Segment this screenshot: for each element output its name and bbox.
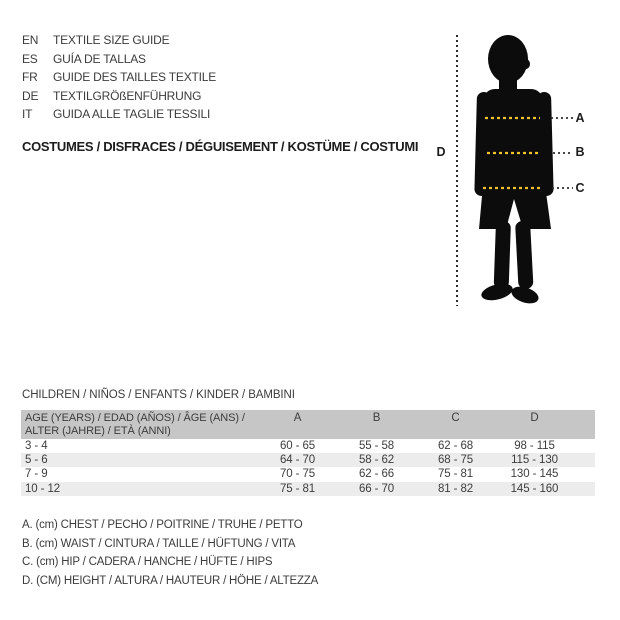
- height-cell: 98 - 115: [514, 440, 555, 453]
- legend-item-waist: B. (cm) WAIST / CINTURA / TAILLE / HÜFTUNG / VITA: [22, 537, 296, 550]
- chest-cell: 75 - 81: [279, 482, 316, 495]
- language-label: GUIDE DES TAILLES TEXTILE: [53, 70, 217, 84]
- hip-cell: 75 - 81: [437, 468, 474, 481]
- category-title: COSTUMES / DISFRACES / DÉGUISEMENT / KOSTÜME / COSTUMI: [22, 139, 419, 154]
- size-table: [21, 410, 595, 496]
- waist-cell: 55 - 58: [358, 440, 395, 453]
- waist-cell: 66 - 70: [358, 482, 395, 495]
- hip-cell: 62 - 68: [437, 440, 474, 453]
- height-cell: 115 - 130: [511, 454, 558, 467]
- height-label-d: D: [436, 145, 446, 159]
- silhouette-shape: [474, 35, 553, 306]
- table-row: [21, 482, 595, 496]
- age-column-header: [21, 410, 258, 437]
- height-cell: 145 - 160: [510, 482, 559, 495]
- table-row: [21, 439, 595, 453]
- waist-cell: 62 - 66: [358, 468, 395, 481]
- age-header-line1: AGE (YEARS) / EDAD (AÑOS) / ÂGE (ANS) /: [25, 412, 245, 424]
- language-label: TEXTILGRÖßENFÜHRUNG: [53, 88, 202, 103]
- child-silhouette-figure: [455, 33, 585, 306]
- legend-item-height: D. (CM) HEIGHT / ALTURA / HAUTEUR / HÖHE / ALTEZZA: [22, 574, 319, 587]
- chest-cell: 64 - 70: [279, 454, 316, 467]
- legend-item-hip: C. (cm) HIP / CADERA / HANCHE / HÜFTE / HIPS: [22, 556, 273, 569]
- chest-label-a: A: [575, 111, 585, 125]
- language-code: IT: [22, 107, 33, 121]
- language-code: DE: [22, 88, 39, 103]
- language-row-es: [22, 50, 216, 69]
- language-label: TEXTILE SIZE GUIDE: [53, 33, 170, 47]
- measurement-legend: [22, 516, 318, 590]
- language-code: ES: [22, 51, 38, 66]
- section-title-children: CHILDREN / NIÑOS / ENFANTS / KINDER / BAMBINI: [22, 389, 295, 401]
- age-cell: 5 - 6: [25, 454, 48, 467]
- column-header-a: A: [293, 412, 302, 424]
- age-cell: 3 - 4: [25, 440, 48, 453]
- table-header-row: [21, 410, 595, 439]
- column-header-c: C: [451, 412, 460, 424]
- language-code: FR: [22, 70, 38, 84]
- chest-cell: 60 - 65: [279, 440, 316, 453]
- column-header-d: D: [530, 412, 539, 424]
- waist-cell: 58 - 62: [358, 454, 395, 467]
- height-cell: 130 - 145: [510, 468, 559, 481]
- hip-cell: 68 - 75: [437, 454, 474, 467]
- table-row: [21, 453, 595, 467]
- header-spacer: [574, 410, 595, 412]
- age-cell: 10 - 12: [25, 482, 61, 495]
- legend-item-chest: A. (cm) CHEST / PECHO / POITRINE / TRUHE / PETTO: [22, 519, 303, 531]
- hip-cell: 81 - 82: [437, 482, 474, 495]
- language-row-de: [22, 87, 216, 106]
- language-label: GUIDA ALLE TAGLIE TESSILI: [53, 107, 211, 121]
- age-cell: 7 - 9: [25, 468, 48, 481]
- column-header-b: B: [372, 412, 381, 424]
- chest-cell: 70 - 75: [279, 468, 316, 481]
- language-label: GUÍA DE TALLAS: [53, 51, 146, 66]
- hip-label-c: C: [575, 181, 585, 195]
- waist-label-b: B: [575, 145, 585, 159]
- language-row-en: [22, 31, 216, 50]
- age-header-line2: ALTER (JAHRE) / ETÀ (ANNI): [25, 424, 171, 437]
- language-row-fr: [22, 68, 216, 87]
- table-row: [21, 467, 595, 481]
- language-row-it: [22, 105, 216, 124]
- language-guide-list: [22, 31, 216, 124]
- language-code: EN: [22, 33, 39, 47]
